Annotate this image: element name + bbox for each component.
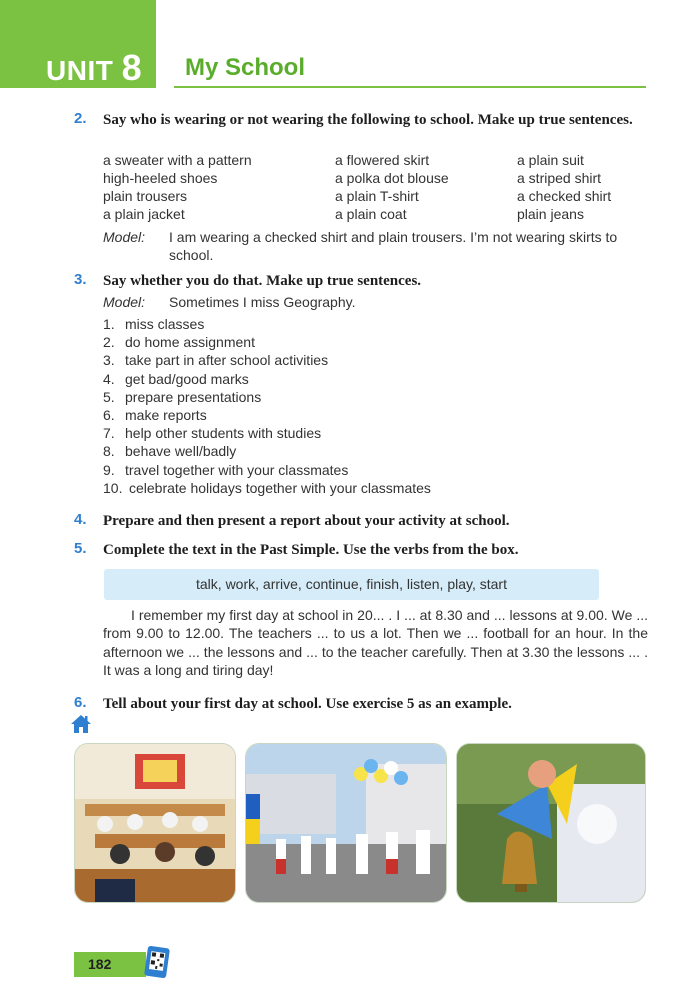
exercise-3-number: 3. xyxy=(74,271,87,288)
list-item xyxy=(103,315,431,333)
clothes-item: plain jeans xyxy=(517,206,584,222)
clothes-item: a plain jacket xyxy=(103,206,185,222)
unit-badge xyxy=(0,0,156,88)
exercise-2-number: 2. xyxy=(74,110,87,127)
clothes-item: a flowered skirt xyxy=(335,152,430,168)
list-item xyxy=(103,442,431,460)
school-bell-photo xyxy=(456,743,646,903)
exercise-3-model-label: Model: xyxy=(103,294,146,310)
home-icon xyxy=(70,713,92,735)
ceremony-photo xyxy=(245,743,447,903)
item-text: celebrate holidays together with your classmates xyxy=(129,479,431,496)
list-item xyxy=(103,406,431,424)
title-divider xyxy=(174,86,646,88)
item-text: take part in after school activities xyxy=(125,352,329,369)
page-number: 182 xyxy=(74,952,146,977)
item-number: 4. xyxy=(103,370,115,387)
exercise-3-instruction: Say whether you do that. Make up true sentences. xyxy=(103,273,422,289)
clothes-column-1 xyxy=(103,151,252,223)
item-text: get bad/good marks xyxy=(125,370,249,387)
item-number: 1. xyxy=(103,316,115,332)
exercise-5-paragraph: I remember my first day at school in 20... . I ... at 8.30 and ... lessons at 9.00. We ... from 9.00 to 12.00. The teachers ... to us a lot. Then we ... football for an hour. In the afternoon we ... the lessons and ... to the teacher carefully. Then at 3.30 the lessons ... . It was a long and tiring day! xyxy=(103,607,648,679)
clothes-item: a striped shirt xyxy=(517,170,602,186)
exercise-2-model-text xyxy=(169,228,649,264)
clothes-item: plain trousers xyxy=(103,188,188,204)
list-item xyxy=(103,461,431,479)
exercise-2-instruction: Say who is wearing or not wearing the following to school. Make up true sentences. xyxy=(103,112,633,128)
model-line-1: I am wearing a checked shirt and plain trousers. I’m not wearing skirts to xyxy=(169,229,618,245)
verb-box: talk, work, arrive, continue, finish, listen, play, start xyxy=(104,569,599,600)
clothes-item: a checked shirt xyxy=(517,188,612,204)
list-item xyxy=(103,370,431,388)
activity-list xyxy=(103,315,431,497)
clothes-column-3 xyxy=(517,151,611,223)
clothes-item: a sweater with a pattern xyxy=(103,152,252,168)
item-number: 9. xyxy=(103,461,115,478)
classroom-photo xyxy=(74,743,236,903)
item-number: 6. xyxy=(103,407,115,424)
exercise-3-model-text: Sometimes I miss Geography. xyxy=(169,294,356,310)
exercise-2-model-label: Model: xyxy=(103,229,146,245)
item-text: do home assignment xyxy=(125,334,255,351)
unit-number: 8 xyxy=(121,47,143,88)
item-text: behave well/badly xyxy=(125,443,237,460)
item-text: make reports xyxy=(125,407,207,424)
list-item xyxy=(103,351,431,369)
qr-code-icon xyxy=(144,946,170,978)
item-number: 8. xyxy=(103,443,115,460)
exercise-6-number: 6. xyxy=(74,694,87,711)
list-item xyxy=(103,388,431,406)
exercise-4-number: 4. xyxy=(74,511,87,528)
item-text: help other students with studies xyxy=(125,425,322,442)
item-text: prepare presentations xyxy=(125,388,262,405)
exercise-4-instruction: Prepare and then present a report about your activity at school. xyxy=(103,513,510,529)
clothes-column-2 xyxy=(335,151,449,223)
item-text: miss classes xyxy=(125,316,205,332)
unit-word: UNIT xyxy=(46,55,114,86)
model-line-2: school. xyxy=(169,247,214,263)
unit-label xyxy=(46,47,142,89)
list-item xyxy=(103,424,431,442)
item-number: 10. xyxy=(103,479,123,496)
page-title: My School xyxy=(185,54,306,81)
item-number: 5. xyxy=(103,388,115,405)
clothes-item: a plain suit xyxy=(517,152,584,168)
exercise-6-instruction: Tell about your first day at school. Use exercise 5 as an example. xyxy=(103,696,512,712)
clothes-item: high-heeled shoes xyxy=(103,170,218,186)
clothes-item: a polka dot blouse xyxy=(335,170,449,186)
item-number: 3. xyxy=(103,352,115,369)
exercise-5-instruction: Complete the text in the Past Simple. Use the verbs from the box. xyxy=(103,542,519,558)
item-number: 2. xyxy=(103,334,115,351)
clothes-item: a plain coat xyxy=(335,206,407,222)
item-text: travel together with your classmates xyxy=(125,461,349,478)
list-item xyxy=(103,479,431,497)
clothes-item: a plain T-shirt xyxy=(335,188,419,204)
list-item xyxy=(103,333,431,351)
exercise-5-number: 5. xyxy=(74,540,87,557)
item-number: 7. xyxy=(103,425,115,442)
